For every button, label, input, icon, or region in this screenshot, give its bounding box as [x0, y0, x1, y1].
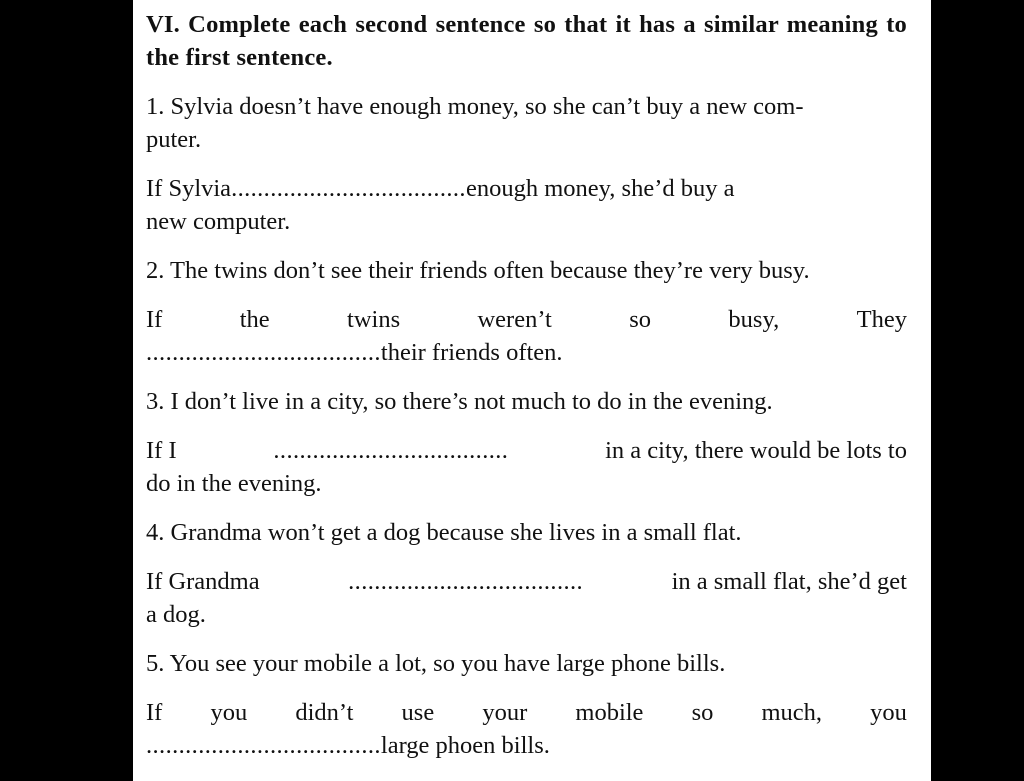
item-3-blank[interactable]: .................................... [273, 437, 509, 464]
item-2-answer [146, 303, 907, 369]
item-5-answer-end: large phoen bills. [380, 732, 550, 759]
item-2-word: If [146, 306, 163, 333]
item-5-word: you [210, 699, 248, 726]
item-2-prompt: 2. The twins don’t see their friends often because they’re very busy. [146, 257, 810, 284]
item-2-answer-end: their friends often. [380, 339, 563, 366]
item-5-answer [146, 696, 907, 762]
item-5-word: mobile [575, 699, 644, 726]
item-5-answer-line-2 [146, 729, 907, 762]
item-1-answer [146, 172, 907, 238]
item-1-answer-end: enough money, she’d buy a [465, 175, 735, 202]
item-3-answer [146, 434, 907, 500]
item-2-word: the [239, 306, 270, 333]
item-3-answer-line-2: do in the evening. [146, 470, 322, 497]
item-4-answer [146, 565, 907, 631]
item-4-prompt: 4. Grandma won’t get a dog because she lives in a small flat. [146, 519, 742, 546]
item-5-word: your [482, 699, 528, 726]
item-4-answer-line-1 [146, 565, 907, 598]
item-4-blank[interactable]: .................................... [348, 568, 584, 595]
item-5-word: If [146, 699, 163, 726]
item-5-answer-line-1 [146, 696, 907, 729]
item-1-prompt-line-1: 1. Sylvia doesn’t have enough money, so she can’t buy a new com- [146, 93, 804, 120]
item-3-answer-line-1 [146, 434, 907, 467]
exercise-heading: VI. Complete each second sentence so that it has a similar meaning to the first sentence. [146, 11, 907, 71]
item-5-word: you [870, 699, 907, 726]
item-2-word: busy, [728, 306, 780, 333]
item-5-blank[interactable]: .................................... [146, 732, 381, 759]
item-3-prompt: 3. I don’t live in a city, so there’s not much to do in the evening. [146, 388, 773, 415]
item-2-word: so [629, 306, 652, 333]
item-5-word: so [691, 699, 714, 726]
item-1-blank[interactable]: .................................... [231, 175, 466, 202]
item-1-prompt [146, 90, 907, 156]
item-2-word: weren’t [477, 306, 552, 333]
item-5-word: use [401, 699, 435, 726]
item-1-prompt-line-2: puter. [146, 126, 202, 153]
item-4-answer-end: in a small flat, she’d get [671, 568, 907, 595]
item-4-answer-start: If Grandma [146, 568, 260, 595]
item-3-answer-start: If I [146, 437, 177, 464]
item-2-word: twins [347, 306, 401, 333]
item-2-answer-line-2 [146, 336, 907, 369]
item-1-answer-start: If Sylvia [146, 175, 232, 202]
item-2-word: They [856, 306, 907, 333]
item-1-answer-line-1 [146, 172, 907, 205]
item-2-blank[interactable]: .................................... [146, 339, 381, 366]
worksheet-page [133, 0, 931, 781]
item-4-answer-line-2: a dog. [146, 601, 206, 628]
item-5-word: much, [761, 699, 823, 726]
item-2-answer-line-1 [146, 303, 907, 336]
item-5-prompt: 5. You see your mobile a lot, so you have large phone bills. [146, 650, 726, 677]
item-1-answer-line-2: new computer. [146, 208, 291, 235]
item-3-answer-end: in a city, there would be lots to [605, 437, 907, 464]
item-5-word: didn’t [295, 699, 354, 726]
